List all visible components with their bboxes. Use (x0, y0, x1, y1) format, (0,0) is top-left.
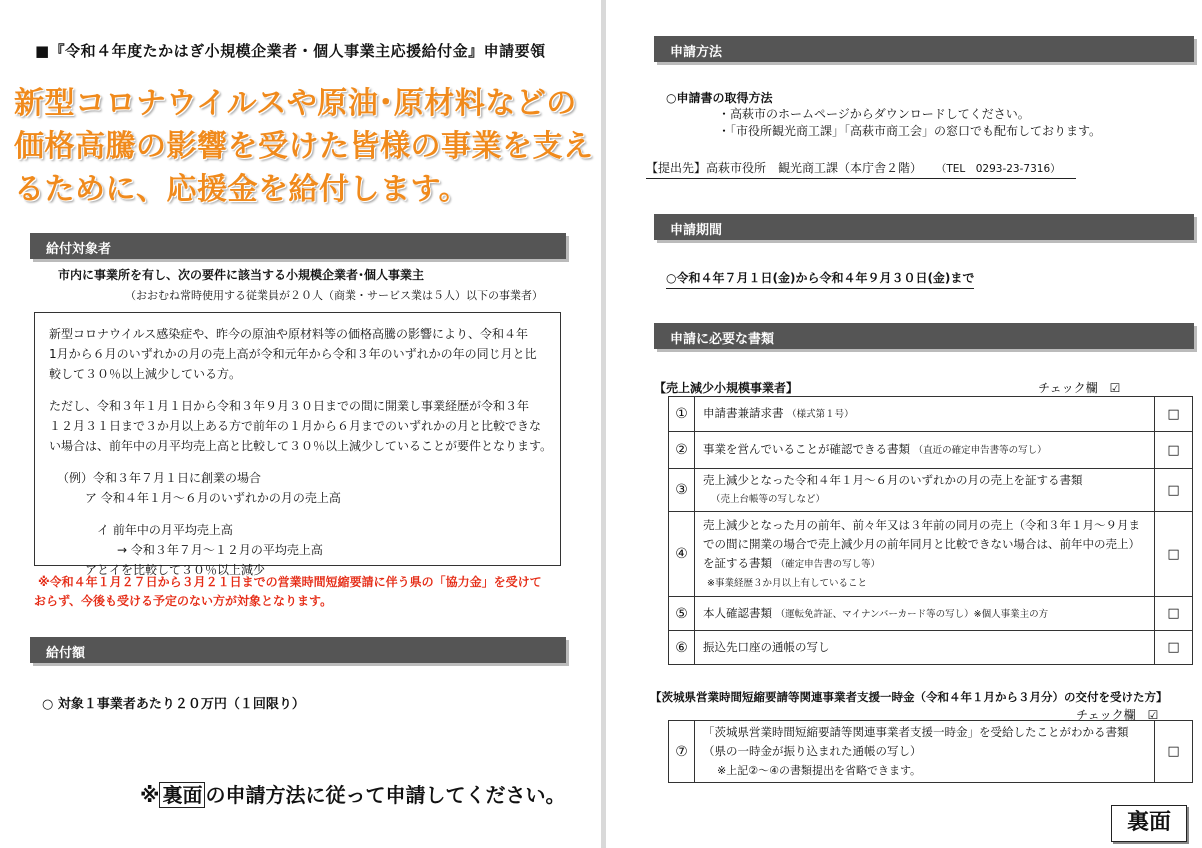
table-row (669, 432, 1193, 469)
requirement-line: い場合は、前年中の月平均売上高と比較して３０％以上減少していることが要件となります。 (49, 439, 553, 453)
row-note: （運転免許証、マイナンバーカード等の写し）※個人事業主の方 (775, 608, 1049, 620)
requirement-line: ただし、令和３年１月１日から令和３年９月３０日までの間に開業し事業経歴が令和３年 (49, 399, 530, 413)
row-number: ③ (669, 469, 695, 512)
row-number: ① (669, 397, 695, 432)
row-note: （確定申告書の写し等） (775, 558, 881, 570)
note-mark: ※ (140, 783, 160, 807)
row-description (695, 469, 1155, 512)
back-side-word: 裏面 (159, 782, 205, 808)
document-title: ■『令和４年度たかはぎ小規模企業者・個人事業主応援給付金』申請要領 (35, 42, 546, 60)
row-number: ⑤ (669, 597, 695, 631)
check-column-label: チェック欄 ☑ (1038, 381, 1121, 395)
acquisition-heading: ○申請書の取得方法 (666, 91, 773, 105)
acquisition-item: ・高萩市のホームページからダウンロードしてください。 (718, 107, 1030, 121)
table-row (669, 631, 1193, 665)
row-number: ② (669, 432, 695, 469)
example-line: （例）令和３年７月１日に創業の場合 (57, 471, 262, 485)
requirement-line: １２月３１日まで３か月以上ある方で前年の１月から６月までのいずれかの月と比較できな (49, 419, 542, 433)
checkbox[interactable]: □ (1155, 631, 1193, 665)
row-note: （様式第１号） (787, 409, 854, 420)
row-extra: （売上台帳等の写しなど） (711, 494, 826, 505)
table-row (669, 597, 1193, 631)
row-line: （県の一時金が振り込まれた通帳の写し） (703, 744, 922, 758)
requirement-line: 新型コロナウイルス感染症や、昨今の原油や原材料等の価格高騰の影響により、令和４年 (49, 327, 529, 341)
submit-office: 【提出先】高萩市役所 観光商工課（本庁舎２階） (646, 161, 923, 175)
table-row (669, 512, 1193, 597)
row-main: 売上減少となった令和４年１月～６月のいずれかの月の売上を証する書類 (703, 473, 1083, 487)
row-description (695, 432, 1155, 469)
example-line: ア 令和４年１月～６月のいずれかの月の売上高 (85, 491, 341, 505)
row-description (695, 512, 1155, 597)
requirements-box (34, 312, 561, 577)
example-line: → 令和３年７月～１２月の平均売上高 (117, 543, 323, 557)
row-note: （直近の確定申告書等の写し） (913, 445, 1047, 456)
group1-label: 【売上減少小規模事業者】 (654, 381, 799, 395)
row-main: 振込先口座の通帳の写し (703, 640, 830, 654)
group2-label: 【茨城県営業時間短縮要請等関連事業者支援一時金（令和４年１月から３月分）の交付を受けた方】 (650, 690, 1168, 704)
back-page (606, 0, 1202, 848)
checkbox[interactable]: □ (1155, 512, 1193, 597)
row-line: 「茨城県営業時間短縮要請等関連事業者支援一時金」を受給したことがわかる書類 (703, 725, 1129, 739)
section-heading-period: 申請期間 (654, 214, 1194, 240)
back-side-label: 裏面 (1111, 805, 1187, 842)
row-main: 本人確認書類 (703, 605, 772, 620)
requirement-line: 較して３０％以上減少している方。 (49, 367, 242, 381)
table-row (669, 469, 1193, 512)
submit-destination (646, 159, 1076, 179)
table-row (669, 721, 1193, 783)
checkbox[interactable]: □ (1155, 721, 1193, 783)
see-back-instruction (140, 779, 565, 808)
headline: 新型コロナウイルスや原油･原材料などの価格高騰の影響を受けた皆様の事業を支えるために、応援金を給付します。 (14, 86, 594, 207)
row-description (695, 597, 1155, 631)
check-column-label: チェック欄 ☑ (1076, 708, 1159, 722)
row-number: ④ (669, 512, 695, 597)
red-note-line: ※令和４年１月２７日から３月２１日までの営業時間短縮要請に伴う県の「協力金」を受けて (38, 575, 542, 589)
cooperation-fund-note (34, 573, 542, 611)
see-back-text: の申請方法に従って申請してください。 (205, 783, 566, 807)
row-number: ⑦ (669, 721, 695, 783)
checkbox[interactable]: □ (1155, 432, 1193, 469)
section-heading-amount: 給付額 (30, 637, 566, 663)
red-note-line: おらず、今後も受ける予定のない方が対象となります。 (34, 594, 333, 608)
prefecture-fund-table (668, 720, 1193, 783)
section-heading-documents: 申請に必要な書類 (654, 323, 1194, 349)
required-documents-table (668, 396, 1193, 665)
acquisition-item: ・「市役所観光商工課」「高萩市商工会」の窓口でも配布しております。 (718, 124, 1102, 138)
checkbox[interactable]: □ (1155, 397, 1193, 432)
submit-phone: （TEL 0293-23-7316） (935, 163, 1061, 175)
row-main: 申請書兼請求書 (703, 406, 784, 420)
target-lead-note: （おおむね常時使用する従業員が２０人（商業・サービス業は５人）以下の事業者） (125, 289, 543, 302)
row-line: ※上記②～④の書類提出を省略できます。 (717, 764, 922, 777)
row-main: 売上減少となった月の前年、前々年又は３年前の同月の売上（令和３年１月～９月までの間に開業の場合で売上減少月の前年同月と比較できない場合は、前年中の売上）を証する書類 (703, 517, 1140, 570)
amount-text: ○ 対象１事業者あたり２０万円（１回限り） (42, 697, 305, 712)
application-period: ○令和４年７月１日(金)から令和４年９月３０日(金)まで (666, 269, 974, 289)
row-extra: ※事業経歴３か月以上有していること (707, 577, 867, 589)
checkbox[interactable]: □ (1155, 597, 1193, 631)
row-description (695, 631, 1155, 665)
row-description (695, 397, 1155, 432)
row-description (695, 721, 1155, 783)
target-lead: 市内に事業所を有し、次の要件に該当する小規模企業者･個人事業主 (58, 268, 425, 282)
example-line: イ 前年中の月平均売上高 (97, 523, 233, 537)
row-main: 事業を営んでいることが確認できる書類 (703, 442, 910, 456)
example-line: アとイを比較して３０％以上減少 (85, 563, 266, 577)
requirement-line: 1月から６月のいずれかの月の売上高が令和元年から令和３年のいずれかの年の同じ月と比 (49, 347, 537, 361)
section-heading-target: 給付対象者 (30, 233, 566, 259)
row-number: ⑥ (669, 631, 695, 665)
checkbox[interactable]: □ (1155, 469, 1193, 512)
table-row (669, 397, 1193, 432)
section-heading-method: 申請方法 (654, 36, 1194, 62)
